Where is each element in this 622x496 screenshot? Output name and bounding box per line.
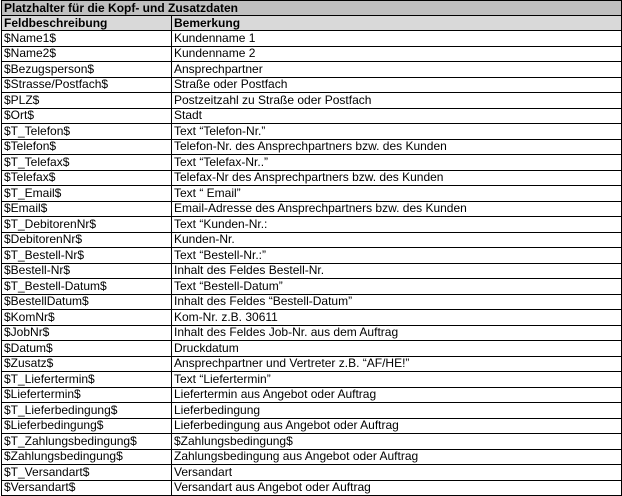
table-row xyxy=(2,341,622,357)
table-title-row xyxy=(2,1,622,16)
cell-remark: Inhalt des Feldes Job-Nr. aus dem Auftrag xyxy=(172,325,622,341)
cell-field-description: $T_DebitorenNr$ xyxy=(2,217,172,233)
table-row xyxy=(2,372,622,388)
cell-field-description: $T_Bestell-Nr$ xyxy=(2,248,172,264)
table-row xyxy=(2,356,622,372)
cell-field-description: $Zusatz$ xyxy=(2,356,172,372)
cell-remark: Straße oder Postfach xyxy=(172,77,622,93)
cell-field-description: $T_Zahlungsbedingung$ xyxy=(2,434,172,450)
table-row xyxy=(2,31,622,47)
cell-remark: Text “Telefax-Nr..” xyxy=(172,155,622,171)
cell-field-description: $Name1$ xyxy=(2,31,172,47)
cell-field-description: $Lieferbedingung$ xyxy=(2,418,172,434)
table-row xyxy=(2,186,622,202)
table-row xyxy=(2,310,622,326)
table-row xyxy=(2,232,622,248)
table-row xyxy=(2,93,622,109)
table-title: Platzhalter für die Kopf- und Zusatzdaten xyxy=(2,1,622,16)
cell-remark: Versandart xyxy=(172,465,622,481)
cell-field-description: $JobNr$ xyxy=(2,325,172,341)
cell-field-description: $Strasse/Postfach$ xyxy=(2,77,172,93)
table-row xyxy=(2,263,622,279)
cell-field-description: $Versandart$ xyxy=(2,480,172,496)
cell-remark: Text “Bestell-Datum” xyxy=(172,279,622,295)
cell-remark: Text “Kunden-Nr.: xyxy=(172,217,622,233)
table-row xyxy=(2,248,622,264)
table-row xyxy=(2,325,622,341)
cell-field-description: $PLZ$ xyxy=(2,93,172,109)
cell-remark: Telefax-Nr des Ansprechpartners bzw. des Kunden xyxy=(172,170,622,186)
table-row xyxy=(2,108,622,124)
cell-field-description: $BestellDatum$ xyxy=(2,294,172,310)
table-row xyxy=(2,46,622,62)
table-row xyxy=(2,124,622,140)
cell-remark: Inhalt des Feldes “Bestell-Datum” xyxy=(172,294,622,310)
column-header-remark: Bemerkung xyxy=(172,16,622,31)
cell-field-description: $T_Versandart$ xyxy=(2,465,172,481)
cell-field-description: $T_Lieferbedingung$ xyxy=(2,403,172,419)
table-row xyxy=(2,465,622,481)
table-row xyxy=(2,449,622,465)
cell-field-description: $T_Liefertermin$ xyxy=(2,372,172,388)
table-row xyxy=(2,480,622,496)
table-row xyxy=(2,418,622,434)
cell-field-description: $Zahlungsbedingung$ xyxy=(2,449,172,465)
cell-remark: Lieferbedingung aus Angebot oder Auftrag xyxy=(172,418,622,434)
cell-remark: Postzeitzahl zu Straße oder Postfach xyxy=(172,93,622,109)
cell-field-description: $Name2$ xyxy=(2,46,172,62)
table-row xyxy=(2,155,622,171)
cell-field-description: $T_Email$ xyxy=(2,186,172,202)
placeholder-table-wrapper xyxy=(1,0,621,496)
table-body xyxy=(2,31,622,496)
cell-remark: Kundenname 1 xyxy=(172,31,622,47)
column-header-field: Feldbeschreibung xyxy=(2,16,172,31)
cell-field-description: $Telefax$ xyxy=(2,170,172,186)
cell-remark: Kom-Nr. z.B. 30611 xyxy=(172,310,622,326)
cell-remark: Telefon-Nr. des Ansprechpartners bzw. des Kunden xyxy=(172,139,622,155)
cell-remark: Kundenname 2 xyxy=(172,46,622,62)
cell-remark: Text “Liefertermin” xyxy=(172,372,622,388)
cell-field-description: $KomNr$ xyxy=(2,310,172,326)
cell-field-description: $Liefertermin$ xyxy=(2,387,172,403)
cell-remark: Text “Telefon-Nr.” xyxy=(172,124,622,140)
cell-remark: Druckdatum xyxy=(172,341,622,357)
cell-remark: Zahlungsbedingung aus Angebot oder Auftrag xyxy=(172,449,622,465)
cell-remark: Text “ Email” xyxy=(172,186,622,202)
table-row xyxy=(2,434,622,450)
table-row xyxy=(2,217,622,233)
table-row xyxy=(2,77,622,93)
cell-field-description: $Ort$ xyxy=(2,108,172,124)
cell-field-description: $Telefon$ xyxy=(2,139,172,155)
cell-remark: Lieferbedingung xyxy=(172,403,622,419)
cell-remark: Ansprechpartner xyxy=(172,62,622,78)
cell-field-description: $DebitorenNr$ xyxy=(2,232,172,248)
table-row xyxy=(2,170,622,186)
cell-field-description: $T_Bestell-Datum$ xyxy=(2,279,172,295)
table-row xyxy=(2,279,622,295)
cell-remark: Kunden-Nr. xyxy=(172,232,622,248)
table-header-row xyxy=(2,16,622,31)
cell-remark: $Zahlungsbedingung$ xyxy=(172,434,622,450)
table-row xyxy=(2,201,622,217)
cell-remark: Text “Bestell-Nr.:” xyxy=(172,248,622,264)
cell-field-description: $Bezugsperson$ xyxy=(2,62,172,78)
table-row xyxy=(2,294,622,310)
cell-field-description: $T_Telefax$ xyxy=(2,155,172,171)
cell-remark: Inhalt des Feldes Bestell-Nr. xyxy=(172,263,622,279)
cell-field-description: $Datum$ xyxy=(2,341,172,357)
cell-remark: Liefertermin aus Angebot oder Auftrag xyxy=(172,387,622,403)
cell-field-description: $Email$ xyxy=(2,201,172,217)
table-row xyxy=(2,62,622,78)
table-row xyxy=(2,403,622,419)
cell-remark: Versandart aus Angebot oder Auftrag xyxy=(172,480,622,496)
cell-field-description: $T_Telefon$ xyxy=(2,124,172,140)
table-row xyxy=(2,387,622,403)
table-row xyxy=(2,139,622,155)
cell-remark: Ansprechpartner und Vertreter z.B. “AF/HE!” xyxy=(172,356,622,372)
placeholder-table xyxy=(1,0,622,496)
cell-remark: Email-Adresse des Ansprechpartners bzw. des Kunden xyxy=(172,201,622,217)
cell-field-description: $Bestell-Nr$ xyxy=(2,263,172,279)
cell-remark: Stadt xyxy=(172,108,622,124)
